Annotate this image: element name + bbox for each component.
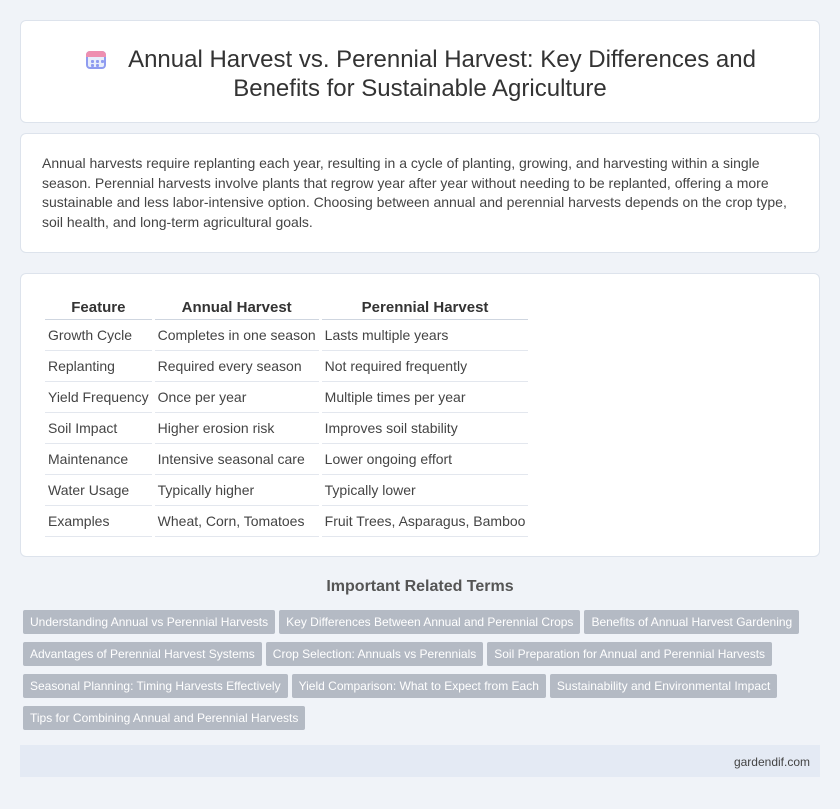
table-cell: Lasts multiple years xyxy=(322,320,529,351)
footer-site-link[interactable]: gardendif.com xyxy=(733,755,810,769)
table-cell: Completes in one season xyxy=(155,320,319,351)
related-terms-list xyxy=(23,610,813,738)
table-header-row xyxy=(45,296,528,320)
table-row xyxy=(45,475,528,506)
related-term-tag[interactable]: Advantages of Perennial Harvest Systems xyxy=(23,642,262,666)
table-cell: Lower ongoing effort xyxy=(322,444,529,475)
table-cell: Typically higher xyxy=(155,475,319,506)
related-term-tag[interactable]: Tips for Combining Annual and Perennial Harvests xyxy=(23,706,305,730)
calendar-icon xyxy=(84,47,106,69)
table-cell: Higher erosion risk xyxy=(155,413,319,444)
related-term-tag[interactable]: Seasonal Planning: Timing Harvests Effectively xyxy=(23,674,288,698)
table-cell: Multiple times per year xyxy=(322,382,529,413)
table-cell: Improves soil stability xyxy=(322,413,529,444)
related-term-tag[interactable]: Key Differences Between Annual and Perennial Crops xyxy=(279,610,580,634)
table-cell: Required every season xyxy=(155,351,319,382)
table-cell: Water Usage xyxy=(45,475,152,506)
table-cell: Examples xyxy=(45,506,152,537)
related-term-tag[interactable]: Understanding Annual vs Perennial Harvests xyxy=(23,610,275,634)
table-cell: Yield Frequency xyxy=(45,382,152,413)
table-cell: Intensive seasonal care xyxy=(155,444,319,475)
table-row xyxy=(45,351,528,382)
footer xyxy=(20,745,820,777)
related-term-tag[interactable]: Crop Selection: Annuals vs Perennials xyxy=(266,642,483,666)
table-cell: Typically lower xyxy=(322,475,529,506)
table-row xyxy=(45,320,528,351)
table-cell: Not required frequently xyxy=(322,351,529,382)
table-cell: Soil Impact xyxy=(45,413,152,444)
related-term-tag[interactable]: Sustainability and Environmental Impact xyxy=(550,674,777,698)
table-cell: Once per year xyxy=(155,382,319,413)
related-term-tag[interactable]: Soil Preparation for Annual and Perennial Harvests xyxy=(487,642,772,666)
header-card xyxy=(20,20,820,123)
table-cell: Maintenance xyxy=(45,444,152,475)
table-row xyxy=(45,413,528,444)
title-line-2: Benefits for Sustainable Agriculture xyxy=(233,75,607,102)
intro-paragraph: Annual harvests require replanting each year, resulting in a cycle of planting, growing, and harvesting within a single season. Perennial harvests involve plants that regrow year after year without needing to be replanted, offering a more sustainable and less labor-intensive option. Choosing between annual and perennial harvests depends on the crop type, soil health, and long-term agricultural goals. xyxy=(42,155,787,230)
table-cell: Replanting xyxy=(45,351,152,382)
comparison-table xyxy=(42,296,531,537)
title-line-1: Annual Harvest vs. Perennial Harvest: Key Differences and xyxy=(128,46,756,73)
table-row xyxy=(45,506,528,537)
related-terms-heading: Important Related Terms xyxy=(326,578,514,595)
column-header: Feature xyxy=(45,296,152,320)
related-term-tag[interactable]: Yield Comparison: What to Expect from Each xyxy=(292,674,546,698)
table-row xyxy=(45,444,528,475)
table-cell: Growth Cycle xyxy=(45,320,152,351)
comparison-card xyxy=(20,273,820,557)
intro-card xyxy=(20,133,820,253)
related-term-tag[interactable]: Benefits of Annual Harvest Gardening xyxy=(584,610,799,634)
table-cell: Fruit Trees, Asparagus, Bamboo xyxy=(322,506,529,537)
table-row xyxy=(45,382,528,413)
table-cell: Wheat, Corn, Tomatoes xyxy=(155,506,319,537)
page-title xyxy=(21,45,819,103)
column-header: Perennial Harvest xyxy=(322,296,529,320)
column-header: Annual Harvest xyxy=(155,296,319,320)
